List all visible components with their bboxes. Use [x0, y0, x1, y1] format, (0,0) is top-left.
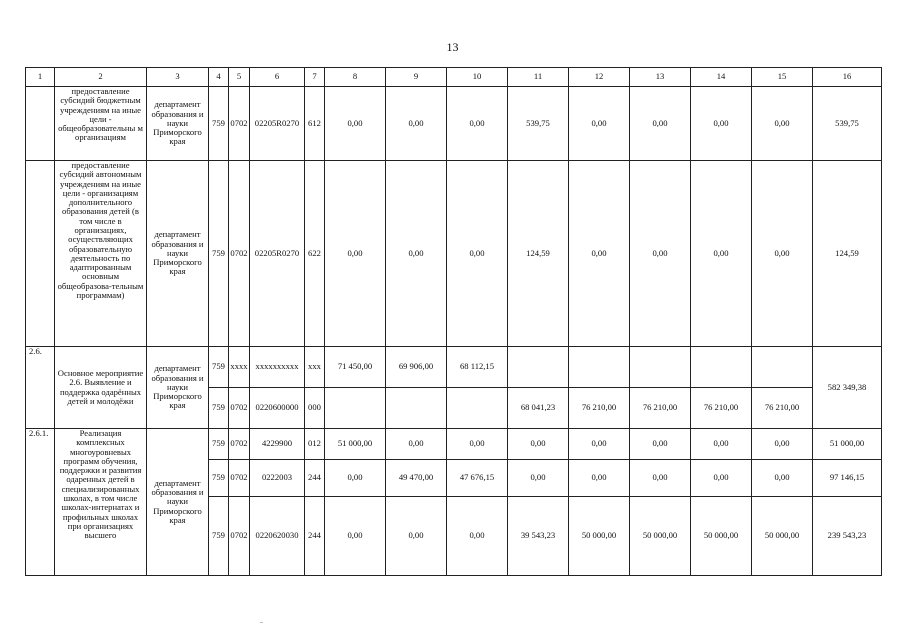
cell-c10 — [447, 388, 508, 429]
page-number: 13 — [446, 40, 459, 54]
cell-c10: 0,00 — [447, 497, 508, 576]
cell-c6: 0220600000 — [250, 388, 305, 429]
row-department: департамент образования и науки Приморского края — [147, 161, 209, 347]
cell-c12: 50 000,00 — [569, 497, 630, 576]
cell-c16: 51 000,00 — [813, 429, 882, 460]
cell-c6: 02205R0270 — [250, 161, 305, 347]
col-header: 2 — [55, 68, 147, 87]
cell-c6: 0222003 — [250, 460, 305, 497]
cell-c14: 0,00 — [691, 460, 752, 497]
cell-c5: 0702 — [229, 161, 250, 347]
cell-c13: 50 000,00 — [630, 497, 691, 576]
cell-c10: 0,00 — [447, 161, 508, 347]
row-description: предоставление субсидий бюджетным учреждениям на иные цели - общеобразовательны м организациям — [55, 87, 147, 161]
header-row — [26, 68, 882, 87]
row-number — [26, 87, 55, 161]
cell-c6: 0220620030 — [250, 497, 305, 576]
cell-c11: 539,75 — [508, 87, 569, 161]
table-row — [26, 87, 882, 161]
col-header: 11 — [508, 68, 569, 87]
cell-c6: 02205R0270 — [250, 87, 305, 161]
cell-c13: 0,00 — [630, 460, 691, 497]
row-department: департамент образования и науки Приморского края — [147, 347, 209, 429]
row-description: Реализация комплексных многоуровневых программ обучения, поддержки и развития одаренных детей в специализированных школах, в том числе школах-интернатах и профильных школах при организациях высшего — [55, 429, 147, 576]
cell-c9: 0,00 — [386, 497, 447, 576]
cell-c10: 0,00 — [447, 429, 508, 460]
cell-c6: xxxxxxxxxx — [250, 347, 305, 388]
cell-c12: 0,00 — [569, 429, 630, 460]
cell-c11: 124,59 — [508, 161, 569, 347]
cell-c10: 0,00 — [447, 87, 508, 161]
table-row — [26, 347, 882, 388]
table-row — [26, 161, 882, 347]
cell-c9: 69 906,00 — [386, 347, 447, 388]
col-header: 7 — [305, 68, 325, 87]
cell-c15: 0,00 — [752, 429, 813, 460]
cell-c12: 0,00 — [569, 161, 630, 347]
cell-c5: 0702 — [229, 388, 250, 429]
cell-c14: 0,00 — [691, 161, 752, 347]
cell-c15: 0,00 — [752, 161, 813, 347]
cell-c11 — [508, 347, 569, 388]
cell-c12: 0,00 — [569, 460, 630, 497]
col-header: 8 — [325, 68, 386, 87]
row-description: предоставление субсидий автономным учреждениям на иные цели - организациям дополнительного образования детей (в том числе в организациях, осуществляющих образовательную деятельность по адаптированным основным общеобразова-тельным программам) — [55, 161, 147, 347]
cell-c13 — [630, 347, 691, 388]
col-header: 3 — [147, 68, 209, 87]
cell-c7: 244 — [305, 460, 325, 497]
cell-c9: 49 470,00 — [386, 460, 447, 497]
cell-c15: 76 210,00 — [752, 388, 813, 429]
cell-c14: 0,00 — [691, 87, 752, 161]
cell-c9 — [386, 388, 447, 429]
row-department: департамент образования и науки Приморского края — [147, 429, 209, 576]
cell-c7: 244 — [305, 497, 325, 576]
cell-c5: 0702 — [229, 460, 250, 497]
cell-c11: 0,00 — [508, 460, 569, 497]
cell-c14 — [691, 347, 752, 388]
cell-c16: 97 146,15 — [813, 460, 882, 497]
cell-c15 — [752, 347, 813, 388]
cell-c8: 71 450,00 — [325, 347, 386, 388]
cell-c8 — [325, 388, 386, 429]
row-department: департамент образования и науки Приморского края — [147, 87, 209, 161]
cell-c7: 000 — [305, 388, 325, 429]
row-description: Основное мероприятие 2.6. Выявление и поддержка одарённых детей и молодёжи — [55, 347, 147, 429]
cell-c10: 47 676,15 — [447, 460, 508, 497]
col-header: 15 — [752, 68, 813, 87]
cell-c8: 0,00 — [325, 87, 386, 161]
col-header: 10 — [447, 68, 508, 87]
col-header: 13 — [630, 68, 691, 87]
cell-c15: 50 000,00 — [752, 497, 813, 576]
col-header: 6 — [250, 68, 305, 87]
cell-c8: 0,00 — [325, 460, 386, 497]
cell-c11: 0,00 — [508, 429, 569, 460]
cell-c9: 0,00 — [386, 429, 447, 460]
budget-table — [25, 67, 882, 576]
cell-c14: 50 000,00 — [691, 497, 752, 576]
cell-c12 — [569, 347, 630, 388]
cell-c4: 759 — [209, 388, 229, 429]
col-header: 1 — [26, 68, 55, 87]
cell-c13: 0,00 — [630, 87, 691, 161]
cell-c7: xxx — [305, 347, 325, 388]
row-number — [26, 161, 55, 347]
cell-c5: 0702 — [229, 429, 250, 460]
cell-c14: 76 210,00 — [691, 388, 752, 429]
cell-c4: 759 — [209, 347, 229, 388]
cell-c13: 0,00 — [630, 429, 691, 460]
cell-c14: 0,00 — [691, 429, 752, 460]
cell-c7: 622 — [305, 161, 325, 347]
col-header: 5 — [229, 68, 250, 87]
cell-c15: 0,00 — [752, 460, 813, 497]
row-number: 2.6. — [26, 347, 55, 429]
col-header: 9 — [386, 68, 447, 87]
cell-c8: 0,00 — [325, 161, 386, 347]
cell-c12: 76 210,00 — [569, 388, 630, 429]
cell-c16: 239 543,23 — [813, 497, 882, 576]
cell-c4: 759 — [209, 460, 229, 497]
cell-c10: 68 112,15 — [447, 347, 508, 388]
cell-c9: 0,00 — [386, 161, 447, 347]
cell-c7: 612 — [305, 87, 325, 161]
cell-c11: 39 543,23 — [508, 497, 569, 576]
cell-c11: 68 041,23 — [508, 388, 569, 429]
table-row — [26, 429, 882, 460]
cell-c4: 759 — [209, 161, 229, 347]
cell-c5: xxxx — [229, 347, 250, 388]
cell-c13: 76 210,00 — [630, 388, 691, 429]
row-total: 582 349,38 — [813, 347, 882, 429]
cell-c13: 0,00 — [630, 161, 691, 347]
cell-c15: 0,00 — [752, 87, 813, 161]
cell-c4: 759 — [209, 429, 229, 460]
cell-c16: 124,59 — [813, 161, 882, 347]
cell-c5: 0702 — [229, 497, 250, 576]
cell-c7: 012 — [305, 429, 325, 460]
cell-c6: 4229900 — [250, 429, 305, 460]
cell-c16: 539,75 — [813, 87, 882, 161]
cell-c4: 759 — [209, 497, 229, 576]
row-number: 2.6.1. — [26, 429, 55, 576]
cell-c12: 0,00 — [569, 87, 630, 161]
cell-c4: 759 — [209, 87, 229, 161]
cell-c5: 0702 — [229, 87, 250, 161]
col-header: 12 — [569, 68, 630, 87]
col-header: 14 — [691, 68, 752, 87]
col-header: 16 — [813, 68, 882, 87]
cell-c8: 51 000,00 — [325, 429, 386, 460]
cell-c8: 0,00 — [325, 497, 386, 576]
col-header: 4 — [209, 68, 229, 87]
cell-c9: 0,00 — [386, 87, 447, 161]
scan-speck — [260, 622, 263, 623]
